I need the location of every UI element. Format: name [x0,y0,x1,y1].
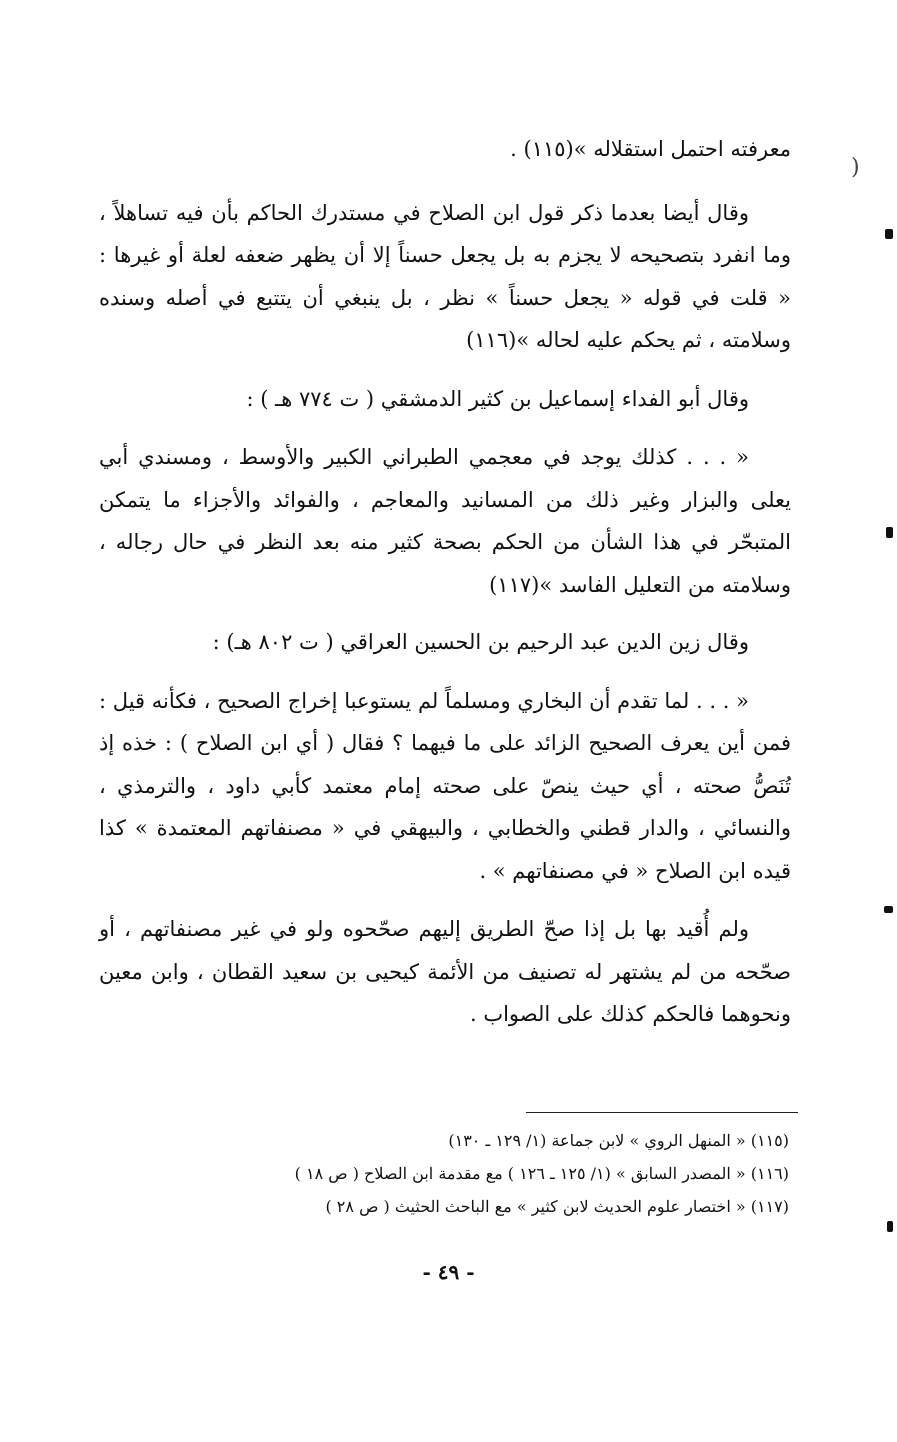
paragraph: وقال أبو الفداء إسماعيل بن كثير الدمشقي ( ت ٧٧٤ هـ ) : [246,386,749,411]
footnote: (١١٦) « المصدر السابق » (١/ ١٢٥ ـ ١٢٦ ) مع مقدمة ابن الصلاح ( ص ١٨ ) [294,1164,789,1183]
footnote: (١١٥) « المنهل الروي » لابن جماعة (١/ ١٢٩ ـ ١٣٠) [448,1131,789,1150]
paragraph: ولم أُقيد بها بل إذا صحّ الطريق إليهم صحّحوه ولو في غير مصنفاتهم ، أو صحّحه من لم يشتهر له تصنيف من الأئمة كيحيى بن سعيد القطان ، وابن معين ونحوهما فالحكم كذلك على الصواب . [99,917,791,1026]
margin-mark [886,527,893,538]
footnote-divider [526,1112,798,1113]
footnote: (١١٧) « اختصار علوم الحديث لابن كثير » مع الباحث الحثيث ( ص ٢٨ ) [325,1197,789,1216]
margin-bracket-mark: ( [851,155,860,180]
paragraph: وقال أيضا بعدما ذكر قول ابن الصلاح في مستدرك الحاكم بأن فيه تساهلاً ، وما انفرد بتصحيحه لا يجزم به بل يجعل حسناً إلا أن يظهر ضعفه لعلة أو غيرها : « قلت في قوله « يجعل حسناً » نظر ، بل ينبغي أن يتتبع في أصله وسنده وسلامته ، ثم يحكم عليه لحاله »(١١٦) [99,200,791,352]
paragraph: وقال زين الدين عبد الرحيم بن الحسين العراقي ( ت ٨٠٢ هـ) : [212,630,749,654]
block-quote: « . . . لما تقدم أن البخاري ومسلماً لم يستوعبا إخراج الصحيح ، فكأنه قيل : فمن أين يعرف الصحيح الزائد على ما فيهما ؟ فقال ( أي ابن الصلاح ) : خذه إذ تُنَصُّ صحته ، أي حيث ينصّ على صحته إمام معتمد كأبي داود ، والترمذي ، والنسائي ، والدار قطني والخطابي ، والبيهقي في « مصنفاتهم المعتمدة » كذا قيده ابن الصلاح « في مصنفاتهم » . [99,688,791,883]
main-text [99,128,791,1036]
margin-mark [887,1221,893,1232]
block-quote: « . . . كذلك يوجد في معجمي الطبراني الكبير والأوسط ، ومسندي أبي يعلى والبزار وغير ذلك من المسانيد والمعاجم ، والفوائد والأجزاء ما يتمكن المتبحّر في هذا الشأن من الحكم بصحة كثير منه بعد النظر في حال رجاله ، وسلامته من التعليل الفاسد »(١١٧) [99,445,791,597]
footnotes [97,1124,789,1223]
margin-mark [884,906,893,913]
margin-mark [885,229,893,239]
page-number: - ٤٩ - [422,1260,475,1284]
paragraph: معرفته احتمل استقلاله »(١١٥) . [510,137,791,161]
